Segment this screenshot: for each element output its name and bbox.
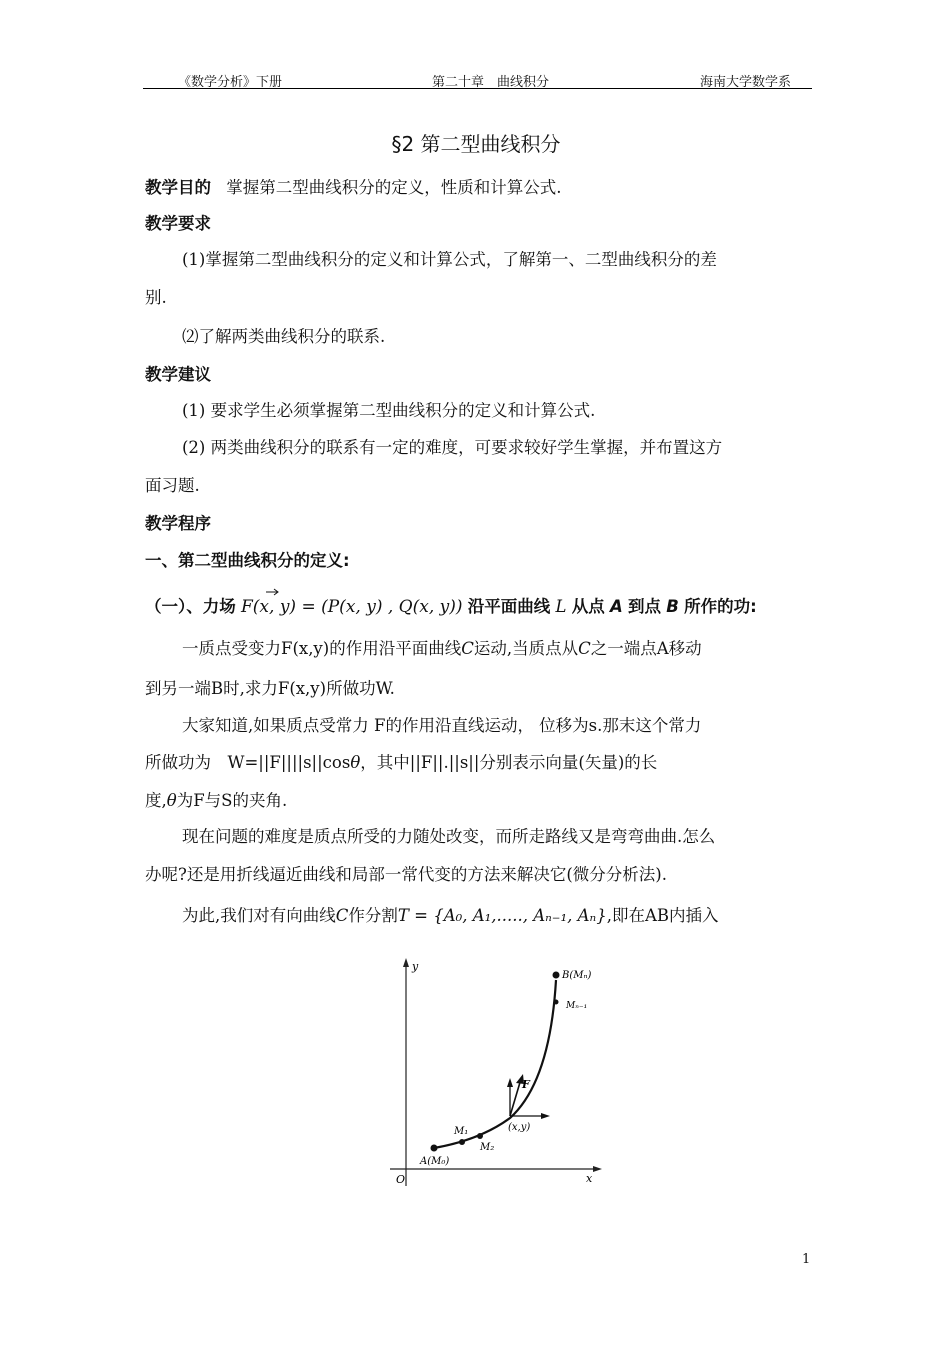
point-Mn-1 — [554, 1000, 559, 1005]
point-B: B — [666, 597, 679, 616]
header-right: 海南大学数学系 — [700, 75, 792, 90]
paragraph-4 — [182, 902, 719, 926]
suggestion-2-line-2: 面习题. — [145, 476, 200, 495]
p2-text-c: 度, — [145, 791, 167, 810]
suggestions-label: 教学建议 — [145, 365, 211, 384]
paragraph-3-line-1: 现在问题的难度是质点所受的力随处改变，而所走路线又是弯弯曲曲.怎么 — [182, 827, 716, 846]
p2-text-a: 所做功为 W=||F||||s||cos — [145, 753, 351, 772]
paragraph-1-line-1 — [182, 635, 702, 659]
p4-text-b: 作分割 — [348, 906, 398, 925]
section-heading-1: 一、第二型曲线积分的定义: — [145, 551, 350, 570]
p4-text-c: ,即在AB内插入 — [606, 906, 719, 925]
p1-text-b: 运动,当质点从 — [473, 639, 579, 658]
paragraph-2-line-1: 大家知道,如果质点受常力 F的作用沿直线运动， 位移为s.那末这个常力 — [182, 716, 702, 735]
point-M1 — [459, 1139, 465, 1145]
paragraph-1-line-2: 到另一端B时,求力F(x,y)所做功W. — [145, 679, 395, 698]
p4-text-a: 为此,我们对有向曲线 — [182, 906, 336, 925]
point-A: A — [609, 597, 623, 616]
header-rule — [143, 88, 812, 89]
paragraph-2-line-2 — [145, 749, 657, 773]
partition-formula: T = {A₀, A₁,....., Aₙ₋₁, Aₙ} — [397, 906, 607, 925]
label-B-Mn: B(Mₙ) — [562, 970, 592, 981]
page-number: 1 — [802, 1252, 811, 1267]
subsection-mid-3: 到点 — [628, 597, 661, 616]
label-xy: (x,y) — [508, 1122, 531, 1133]
curve-C: C — [335, 906, 349, 925]
subsection-mid-1: 沿平面曲线 — [467, 597, 551, 616]
requirement-2: ⑵了解两类曲线积分的联系. — [182, 327, 386, 346]
theta: θ — [166, 791, 177, 810]
curve-C: C — [578, 639, 591, 658]
header-center: 第二十章 曲线积分 — [432, 75, 550, 90]
suggestion-1: (1) 要求学生必须掌握第二型曲线积分的定义和计算公式. — [182, 401, 596, 420]
force-y-arrow-icon — [507, 1078, 513, 1087]
vector-arrow-icon — [265, 586, 281, 596]
force-x-arrow-icon — [541, 1113, 550, 1119]
point-A-M0 — [431, 1145, 438, 1152]
label-A-M0: A(M₀) — [420, 1156, 450, 1167]
y-axis-arrow-icon — [403, 958, 409, 967]
goal-text: 掌握第二型曲线积分的定义，性质和计算公式. — [226, 178, 562, 197]
paragraph-3-line-2: 办呢?还是用折线逼近曲线和局部一常代变的方法来解决它(微分分析法). — [145, 865, 667, 884]
section-title: §2 第二型曲线积分 — [391, 132, 561, 156]
p2-text-d: 为F与S的夹角. — [176, 791, 288, 810]
label-M2: M₂ — [480, 1142, 495, 1153]
point-M2 — [477, 1133, 483, 1139]
suggestion-2-line-1: (2) 两类曲线积分的联系有一定的难度，可要求较好学生掌握，并布置这方 — [182, 438, 723, 457]
curve-C: C — [461, 639, 474, 658]
p1-text-c: 之一端点A移动 — [590, 639, 702, 658]
label-F: F — [522, 1078, 530, 1091]
origin-label: O — [396, 1173, 406, 1186]
theta: θ — [350, 753, 361, 772]
x-axis-label: x — [586, 1172, 593, 1185]
x-axis-arrow-icon — [593, 1166, 602, 1172]
p1-text-a: 一质点受变力F(x,y)的作用沿平面曲线 — [182, 639, 462, 658]
y-axis-label: y — [412, 960, 419, 973]
paragraph-2-line-3 — [145, 787, 287, 811]
curve-figure — [370, 950, 610, 1190]
goal-label: 教学目的 — [145, 178, 211, 197]
subsection-mid-2: 从点 — [571, 597, 605, 616]
teaching-goal — [145, 174, 562, 198]
p2-text-b: ，其中||F||.||s||分别表示向量(矢量)的长 — [360, 753, 658, 772]
curve-path — [434, 980, 556, 1148]
subsection-suffix: 所作的功: — [684, 597, 757, 616]
label-M1: M₁ — [454, 1126, 469, 1137]
requirement-1-line-2: 别. — [145, 288, 167, 307]
label-Mn-1: Mₙ₋₁ — [566, 1001, 588, 1011]
procedure-label: 教学程序 — [145, 514, 211, 533]
requirement-1-line-1: (1)掌握第二型曲线积分的定义和计算公式，了解第一、二型曲线积分的差 — [182, 250, 717, 269]
point-B-Mn — [553, 972, 560, 979]
requirements-label: 教学要求 — [145, 214, 211, 233]
subsection-heading — [145, 593, 757, 617]
header-left: 《数学分析》下册 — [178, 75, 283, 90]
subsection-prefix: （一）、力场 — [145, 597, 236, 616]
curve-L: L — [555, 597, 567, 616]
force-field-formula: F(x, y) = (P(x, y) , Q(x, y)) — [241, 597, 463, 617]
